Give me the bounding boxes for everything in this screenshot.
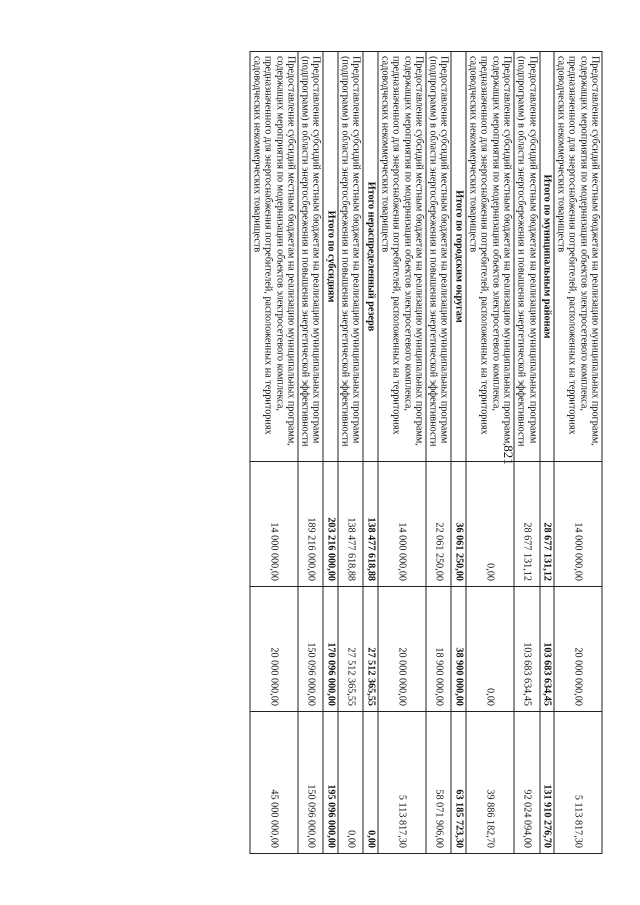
table-row	[514, 52, 540, 854]
row-value-1: 138 477 618,88	[338, 462, 364, 587]
row-value-3: 131 910 276,70	[540, 712, 554, 854]
row-description: Итого по муниципальным районам	[540, 52, 554, 462]
subsidy-table	[249, 51, 602, 854]
total-row	[323, 52, 337, 854]
row-description: Предоставление субсидий местным бюджетам на реализацию муниципальных программ (подпрограмм) в области энергосбережения и повышения энергетической эффективности	[298, 52, 324, 462]
row-value-1: 203 216 000,00	[323, 462, 337, 587]
rotated-table-container	[88, 51, 603, 853]
row-description: Итого по городским округам	[451, 52, 465, 462]
row-value-3: 0,00	[363, 712, 377, 854]
row-value-1: 22 061 250,00	[426, 462, 452, 587]
row-value-2: 150 096 000,00	[298, 587, 324, 712]
total-row	[451, 52, 465, 854]
row-value-1: 0,00	[466, 462, 514, 587]
row-value-3: 39 886 182,70	[466, 712, 514, 854]
row-value-1: 14 000 000,00	[378, 462, 426, 587]
row-description: Итого по субсидиям	[323, 52, 337, 462]
row-value-2: 18 900 000,00	[426, 587, 452, 712]
page-number: 821	[501, 445, 516, 465]
row-value-3: 0,00	[338, 712, 364, 854]
row-value-1: 36 061 250,00	[451, 462, 465, 587]
row-value-3: 195 096 000,00	[323, 712, 337, 854]
row-value-2: 170 096 000,00	[323, 587, 337, 712]
row-value-2: 20 000 000,00	[554, 587, 602, 712]
row-value-1: 14 000 000,00	[554, 462, 602, 587]
row-value-2: 0,00	[466, 587, 514, 712]
row-description: Предоставление субсидий местным бюджетам на реализацию муниципальных программ (подпрограмм) в области энергосбережения и повышения энергетической эффективности	[426, 52, 452, 462]
row-description: Предоставление субсидий местным бюджетам на реализацию муниципальных программ (подпрограмм) в области энергосбережения и повышения энергетической эффективности	[338, 52, 364, 462]
row-description: Предоставление субсидий местным бюджетам на реализацию муниципальных программ, содержащих мероприятия по модернизации объектов электросетевого комплекса, предназначенного для энергоснабжения потребителей, расположенных на территориях садоводческих некоммерческих товариществ	[378, 52, 426, 462]
total-row	[363, 52, 377, 854]
row-description: Итого нераспределенный резерв	[363, 52, 377, 462]
row-value-3: 92 024 094,00	[514, 712, 540, 854]
row-value-1: 138 477 618,88	[363, 462, 377, 587]
row-value-2: 103 683 634,45	[514, 587, 540, 712]
row-value-3: 5 113 817,30	[378, 712, 426, 854]
row-value-3: 150 096 000,00	[298, 712, 324, 854]
row-value-1: 28 677 131,12	[540, 462, 554, 587]
row-value-3: 58 071 906,00	[426, 712, 452, 854]
row-description: Предоставление субсидий местным бюджетам на реализацию муниципальных программ (подпрограмм) в области энергосбережения и повышения энергетической эффективности	[514, 52, 540, 462]
row-value-1: 14 000 000,00	[250, 462, 298, 587]
table-row	[466, 52, 514, 854]
row-description: Предоставление субсидий местным бюджетам на реализацию муниципальных программ, содержащих мероприятия по модернизации объектов электросетевого комплекса, предназначенного для энергоснабжения потребителей, расположенных на территориях садоводческих некоммерческих товариществ	[554, 52, 602, 462]
row-value-1: 189 216 000,00	[298, 462, 324, 587]
row-description: Предоставление субсидий местным бюджетам на реализацию муниципальных программ, содержащих мероприятия по модернизации объектов электросетевого комплекса, предназначенного для энергоснабжения потребителей, расположенных на территориях садоводческих некоммерческих товариществ	[250, 52, 298, 462]
table-row	[426, 52, 452, 854]
subsidy-table-body	[250, 52, 602, 854]
row-value-1: 28 677 131,12	[514, 462, 540, 587]
row-value-2: 20 000 000,00	[250, 587, 298, 712]
table-row	[298, 52, 324, 854]
row-value-3: 45 000 000,00	[250, 712, 298, 854]
row-value-2: 103 683 634,45	[540, 587, 554, 712]
table-row	[554, 52, 602, 854]
row-description: Предоставление субсидий местным бюджетам на реализацию муниципальных программ, содержащих мероприятия по модернизации объектов электросетевого комплекса, предназначенного для энергоснабжения потребителей, расположенных на территориях садоводческих некоммерческих товариществ	[466, 52, 514, 462]
table-row	[378, 52, 426, 854]
row-value-2: 27 512 365,55	[363, 587, 377, 712]
row-value-2: 38 900 000,00	[451, 587, 465, 712]
row-value-3: 63 185 723,30	[451, 712, 465, 854]
row-value-2: 27 512 365,55	[338, 587, 364, 712]
total-row	[540, 52, 554, 854]
table-row	[338, 52, 364, 854]
table-row	[250, 52, 298, 854]
row-value-2: 20 000 000,00	[378, 587, 426, 712]
row-value-3: 5 113 817,30	[554, 712, 602, 854]
